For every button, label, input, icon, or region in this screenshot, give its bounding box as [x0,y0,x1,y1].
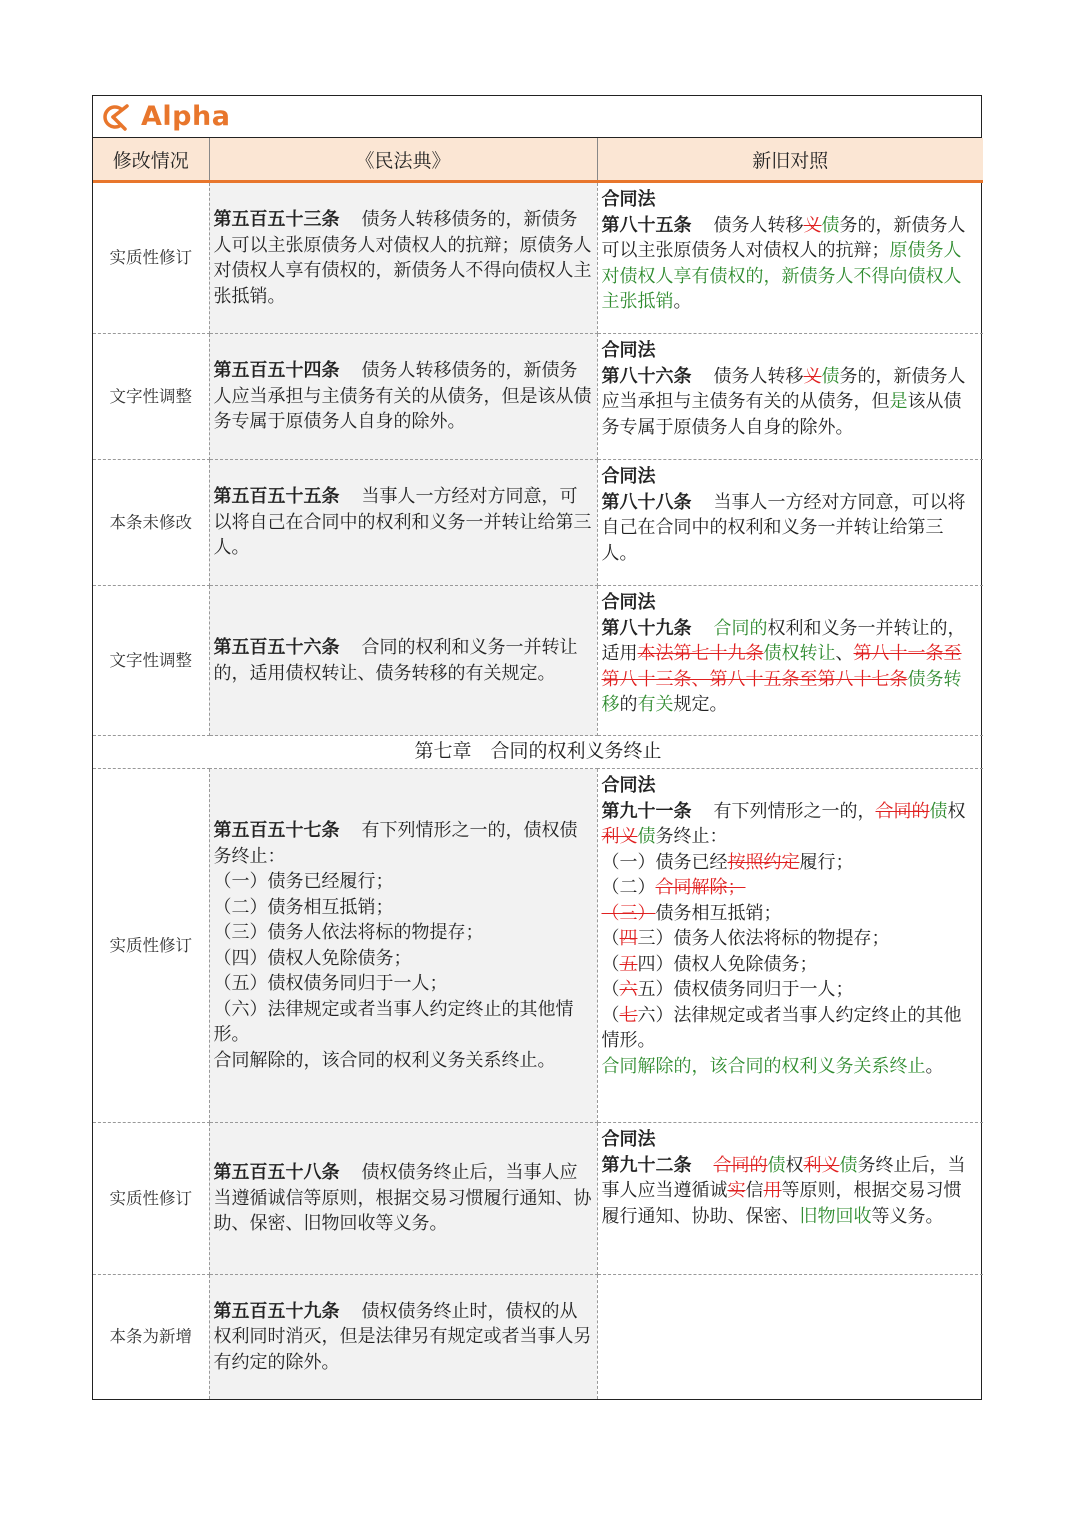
unchanged-text: 权 [947,800,966,822]
comparison-cell-empty [597,1275,983,1399]
status-cell: 实质性修订 [93,1123,209,1275]
unchanged-text: 当事人一方经对方同意，可以将自己在合同中的权利和义务一并转让给第三人。 [601,491,966,564]
article-number: 第五百五十五条 [213,486,340,508]
table-row [93,1123,983,1275]
added-text: 债 [839,1154,858,1176]
table-row [93,460,983,586]
source-law: 合同法 [601,1129,656,1150]
comparison-cell [597,1123,983,1275]
alpha-logo-icon [101,103,129,131]
unchanged-text: 信 [745,1180,764,1201]
unchanged-text: 三）债务人依法将标的物提存； [637,928,890,949]
old-article-item [602,977,980,1003]
deleted-text: 义 [803,365,822,387]
unchanged-text: （ [601,1004,620,1026]
unchanged-text: 务终止： [655,826,728,847]
comparison-cell [597,586,983,736]
deleted-text: 六 [619,979,638,1000]
added-text: 是 [889,391,908,412]
unchanged-text: 的 [619,694,638,715]
article-item: 合同解除的，该合同的权利义务关系终止。 [213,1049,556,1071]
comparison-table [93,138,983,1399]
unchanged-text: 债务相互抵销； [655,902,782,924]
old-article-number: 第八十五条 [601,214,692,236]
civil-code-cell [209,182,597,334]
source-law: 合同法 [601,466,656,487]
unchanged-text: 务的，新债务人可以主张原债务人对债权人的抗辩； [601,214,966,261]
article-item: （二）债务相互抵销； [213,896,394,918]
unchanged-text: （二） [601,877,656,898]
chapter-title: 第七章 合同的权利义务终止 [93,736,983,769]
unchanged-text: 。 [925,1055,944,1077]
article-item: （六）法律规定或者当事人约定终止的其他情形。 [213,998,574,1045]
unchanged-text: 。 [673,291,692,312]
added-text: 债 [767,1154,786,1176]
comparison-cell [597,182,983,334]
table-row [93,182,983,334]
status-cell: 本条为新增 [93,1275,209,1399]
unchanged-text: 务的，新债务人应当承担与主债务有关的从债务，但 [601,365,966,412]
article-text: 当事人一方经对方同意，可以将自己在合同中的权利和义务一并转让给第三人。 [213,486,592,559]
deleted-text: 合同解除； [655,877,746,898]
unchanged-text: 债务人转移 [713,365,804,387]
added-text: 有关 [637,694,674,715]
old-article-number: 第九十二条 [601,1154,692,1176]
header-status: 修改情况 [93,138,209,182]
unchanged-text: 权 [785,1154,804,1176]
deleted-text: 实 [727,1180,746,1201]
civil-code-cell [209,334,597,460]
unchanged-text: 五）债权债务同归于一人； [637,979,854,1000]
unchanged-text: 等义务。 [871,1205,944,1227]
added-text: 债 [637,826,656,847]
old-article-item [602,952,980,978]
article-number: 第五百五十七条 [213,820,340,841]
old-article-item [602,901,980,927]
comparison-document [92,95,982,1400]
comparison-cell [597,769,983,1123]
civil-code-cell [209,1123,597,1275]
deleted-text: 利义 [803,1154,840,1176]
article-text: 合同的权利和义务一并转让的，适用债权转让、债务转移的有关规定。 [213,637,578,684]
unchanged-text: 等原则，根据交易习惯履行通知、协助、保密、 [601,1180,962,1227]
civil-code-cell [209,586,597,736]
civil-code-cell [209,1275,597,1399]
article-text: 债权债务终止时，债权的从权利同时消灭，但是法律另有规定或者当事人另有约定的除外。 [213,1300,592,1373]
status-cell: 实质性修订 [93,182,209,334]
brand-name: Alpha [141,101,231,132]
old-article-number: 第八十八条 [601,491,692,513]
unchanged-text: （一）债务已经 [601,851,728,873]
old-article-item [602,875,980,901]
deleted-text: 义 [803,214,822,236]
added-text: 债 [929,800,948,822]
article-item: （三）债务人依法将标的物提存； [213,922,484,943]
article-text: 债务人转移债务的，新债务人可以主张原债务人对债权人的抗辩；原债务人对债权人享有债权的，新债务人不得向债权人主张抵销。 [213,209,592,307]
comparison-cell [597,460,983,586]
old-article-item [602,926,980,952]
source-law: 合同法 [601,775,656,796]
unchanged-text: 履行； [799,851,854,873]
article-item: （四）债权人免除债务； [213,947,412,969]
article-number: 第五百五十四条 [213,360,340,382]
source-law: 合同法 [601,592,656,613]
deleted-text: 本法第七十九条 [637,643,764,664]
deleted-text: 利义 [601,826,638,847]
unchanged-text: 四）债权人免除债务； [637,953,818,975]
deleted-text: 合同的 [713,1154,768,1176]
deleted-text: 用 [763,1180,782,1201]
header-civil-code: 《民法典》 [209,138,597,182]
deleted-text: 五 [619,953,638,975]
unchanged-text: （ [601,953,620,975]
old-article-item [602,850,980,876]
source-law: 合同法 [601,189,656,210]
status-cell: 文字性调整 [93,586,209,736]
unchanged-text: 权利和义务一并转让的，适用 [601,617,966,664]
unchanged-text: 、 [835,643,854,664]
article-text: 债务人转移债务的，新债务人应当承担与主债务有关的从债务，但是该从债务专属于原债务人自身的除外。 [213,360,592,433]
deleted-text: 按照约定 [727,851,800,873]
article-number: 第五百五十三条 [213,209,340,230]
old-article-item [602,1054,980,1080]
old-article-number: 第九十一条 [601,800,692,822]
added-text: 合同解除的，该合同的权利义务关系终止 [601,1055,926,1077]
table-row [93,1275,983,1399]
article-item: （五）债权债务同归于一人； [213,973,448,994]
status-cell: 本条未修改 [93,460,209,586]
unchanged-text: 债务人转移 [713,214,804,236]
added-text: 债权转让 [763,643,836,664]
article-number: 第五百五十九条 [213,1300,340,1322]
civil-code-cell [209,460,597,586]
old-article-number: 第八十六条 [601,365,692,387]
deleted-text: 七 [619,1004,638,1026]
status-cell: 文字性调整 [93,334,209,460]
deleted-text: （三） [601,902,656,924]
unchanged-text: （ [601,928,620,949]
article-number: 第五百五十八条 [213,1162,340,1184]
table-row [93,769,983,1123]
unchanged-text: 规定。 [673,694,728,715]
deleted-text: 合同的 [875,800,930,822]
added-text: 债 [821,214,840,236]
unchanged-text: 该从债务专属于原债务人自身的除外。 [601,391,962,438]
civil-code-cell [209,769,597,1123]
added-text: 合同的 [713,617,768,639]
unchanged-text: 六）法律规定或者当事人约定终止的其他情形。 [601,1004,962,1051]
brand-header [93,96,981,138]
unchanged-text: 有下列情形之一的， [713,800,876,822]
added-text: 债务转移 [601,668,962,715]
header-comparison: 新旧对照 [597,138,983,182]
unchanged-text: 务终止后，当事人应当遵循诚 [601,1154,966,1201]
deleted-text: 第八十一条至第八十三条、第八十五条至第八十七条 [601,643,962,690]
unchanged-text: （ [601,979,620,1000]
table-header-row [93,138,983,182]
added-text: 债 [821,365,840,387]
chapter-row [93,736,983,769]
article-item: （一）债务已经履行； [213,871,394,892]
article-text: 债权债务终止后，当事人应当遵循诚信等原则，根据交易习惯履行通知、协助、保密、旧物回收等义务。 [213,1162,592,1235]
status-cell: 实质性修订 [93,769,209,1123]
article-number: 第五百五十六条 [213,637,340,658]
table-row [93,334,983,460]
source-law: 合同法 [601,340,656,361]
comparison-cell [597,334,983,460]
old-article-number: 第八十九条 [601,617,692,639]
old-article-item [602,1003,980,1054]
table-row [93,586,983,736]
deleted-text: 四 [619,928,638,949]
added-text: 旧物回收 [799,1205,872,1227]
added-text: 原债务人对债权人享有债权的，新债务人不得向债权人主张抵销 [601,240,962,312]
article-text: 有下列情形之一的，债权债务终止： [213,820,578,867]
